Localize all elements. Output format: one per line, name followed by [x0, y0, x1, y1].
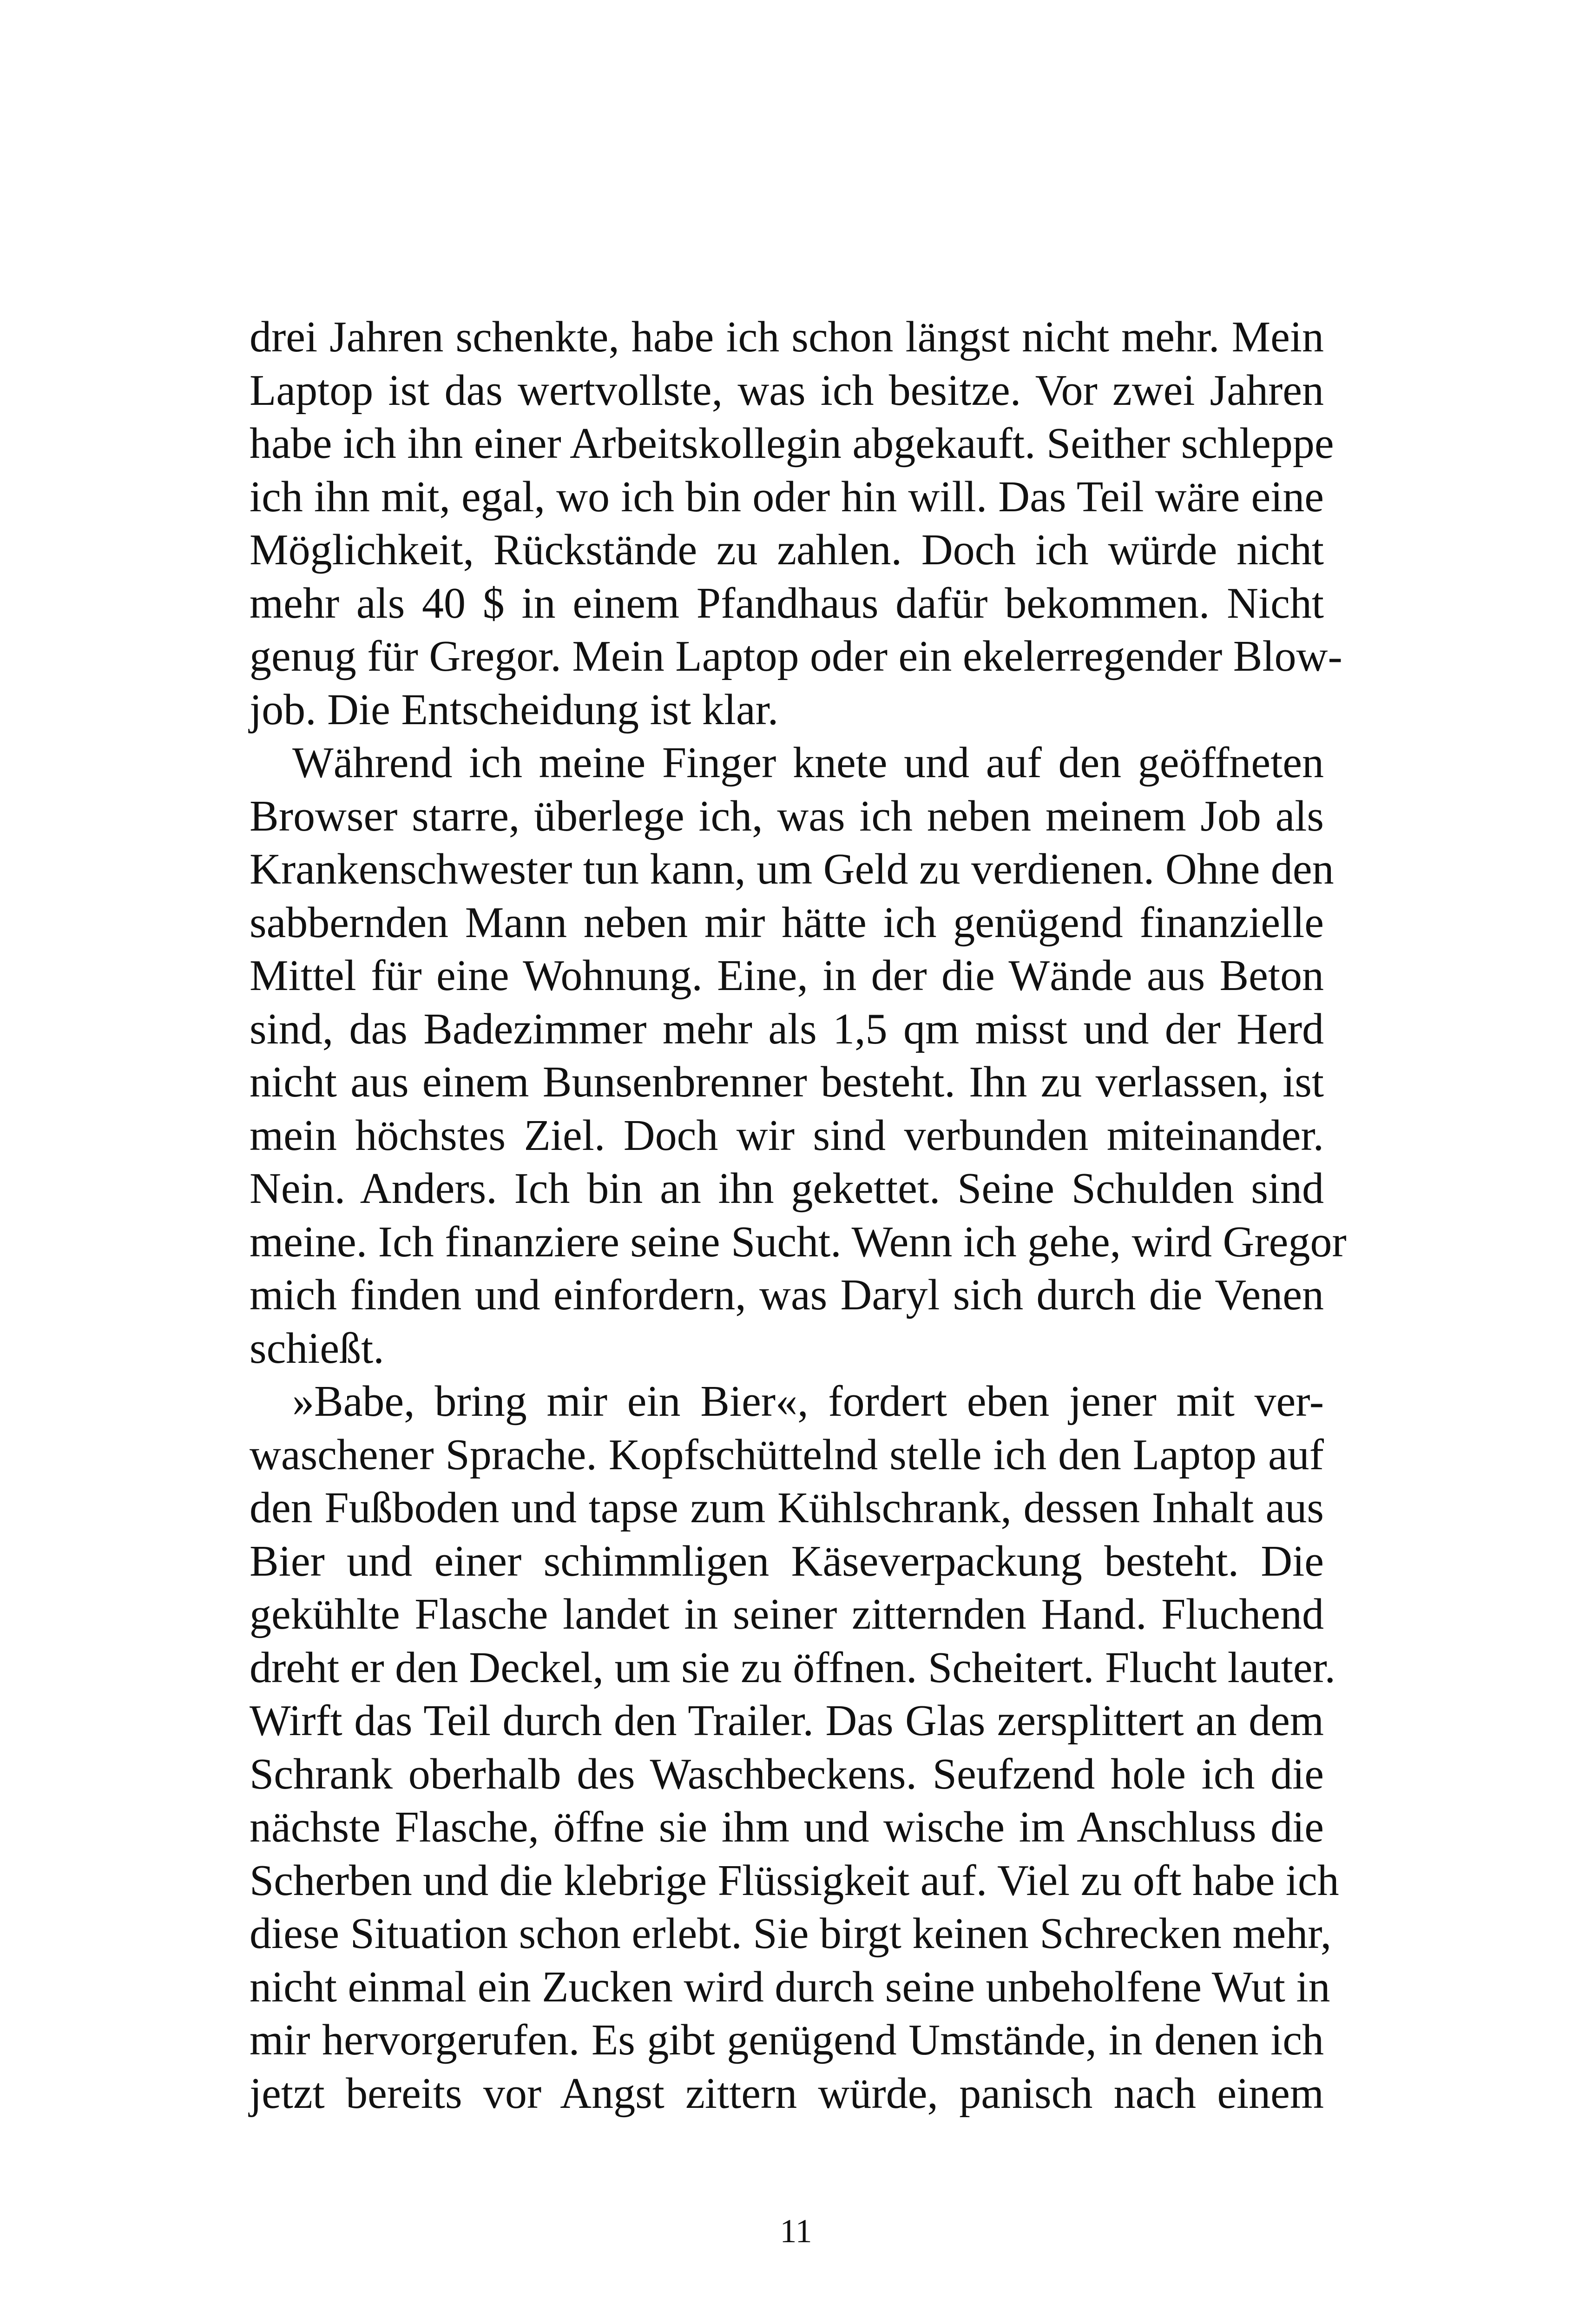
- text-line: Scherben und die klebrige Flüssigkeit auf. Viel zu oft habe ich: [250, 1856, 1339, 1905]
- text-line: diese Situation schon erlebt. Sie birgt keinen Schrecken mehr,: [250, 1909, 1332, 1958]
- text-line: sind, das Badezimmer mehr als 1,5 qm misst und der Herd: [250, 1004, 1324, 1053]
- text-line: habe ich ihn einer Arbeitskollegin abgekauft. Seither schleppe: [250, 419, 1334, 468]
- text-line: nicht einmal ein Zucken wird durch seine unbeholfene Wut in: [250, 1962, 1330, 2011]
- text-line: Während ich meine Finger knete und auf den geöffneten: [292, 739, 1324, 787]
- text-line: Mittel für eine Wohnung. Eine, in der die Wände aus Beton: [250, 951, 1324, 1000]
- text-line: »Babe, bring mir ein Bier«, fordert eben jener mit ver-: [292, 1377, 1324, 1426]
- page-number: 11: [780, 2212, 812, 2250]
- text-line: den Fußboden und tapse zum Kühlschrank, dessen Inhalt aus: [250, 1484, 1324, 1532]
- text-line: waschener Sprache. Kopfschüttelnd stelle ich den Laptop auf: [250, 1430, 1324, 1479]
- text-line: mein höchstes Ziel. Doch wir sind verbunden miteinander.: [250, 1111, 1324, 1160]
- text-line: sabbernden Mann neben mir hätte ich genügend finanzielle: [250, 898, 1324, 947]
- text-line: Browser starre, überlege ich, was ich neben meinem Job als: [250, 792, 1324, 840]
- text-line: job. Die Entscheidung ist klar.: [250, 685, 779, 734]
- text-line: Wirft das Teil durch den Trailer. Das Glas zersplittert an dem: [250, 1697, 1324, 1745]
- text-line: mehr als 40 $ in einem Pfandhaus dafür bekommen. Nicht: [250, 579, 1324, 627]
- text-line: gekühlte Flasche landet in seiner zitternden Hand. Fluchend: [250, 1590, 1324, 1638]
- text-line: genug für Gregor. Mein Laptop oder ein ekelerregender Blow-: [250, 632, 1342, 680]
- text-line: ich ihn mit, egal, wo ich bin oder hin will. Das Teil wäre eine: [250, 472, 1324, 521]
- text-line: Nein. Anders. Ich bin an ihn gekettet. Seine Schulden sind: [250, 1164, 1324, 1213]
- text-line: drei Jahren schenkte, habe ich schon längst nicht mehr. Mein: [250, 313, 1324, 361]
- text-line: jetzt bereits vor Angst zittern würde, panisch nach einem: [250, 2069, 1324, 2118]
- text-line: dreht er den Deckel, um sie zu öffnen. Scheitert. Flucht lauter.: [250, 1643, 1336, 1692]
- text-line: Schrank oberhalb des Waschbeckens. Seufzend hole ich die: [250, 1750, 1324, 1798]
- text-line: Bier und einer schimmligen Käseverpackung besteht. Die: [250, 1537, 1324, 1585]
- text-line: mir hervorgerufen. Es gibt genügend Umstände, in denen ich: [250, 2016, 1324, 2064]
- text-line: mich finden und einfordern, was Daryl sich durch die Venen: [250, 1271, 1324, 1319]
- text-line: nächste Flasche, öffne sie ihm und wische im Anschluss die: [250, 1803, 1324, 1851]
- body-text: [250, 310, 1347, 2120]
- text-line: meine. Ich finanziere seine Sucht. Wenn ich gehe, wird Gregor: [250, 1217, 1347, 1266]
- text-line: Krankenschwester tun kann, um Geld zu verdienen. Ohne den: [250, 845, 1334, 893]
- text-line: Laptop ist das wertvollste, was ich besitze. Vor zwei Jahren: [250, 366, 1324, 415]
- text-line: Möglichkeit, Rückstände zu zahlen. Doch ich würde nicht: [250, 526, 1324, 574]
- text-line: schießt.: [250, 1324, 384, 1373]
- text-line: nicht aus einem Bunsenbrenner besteht. Ihn zu verlassen, ist: [250, 1058, 1324, 1106]
